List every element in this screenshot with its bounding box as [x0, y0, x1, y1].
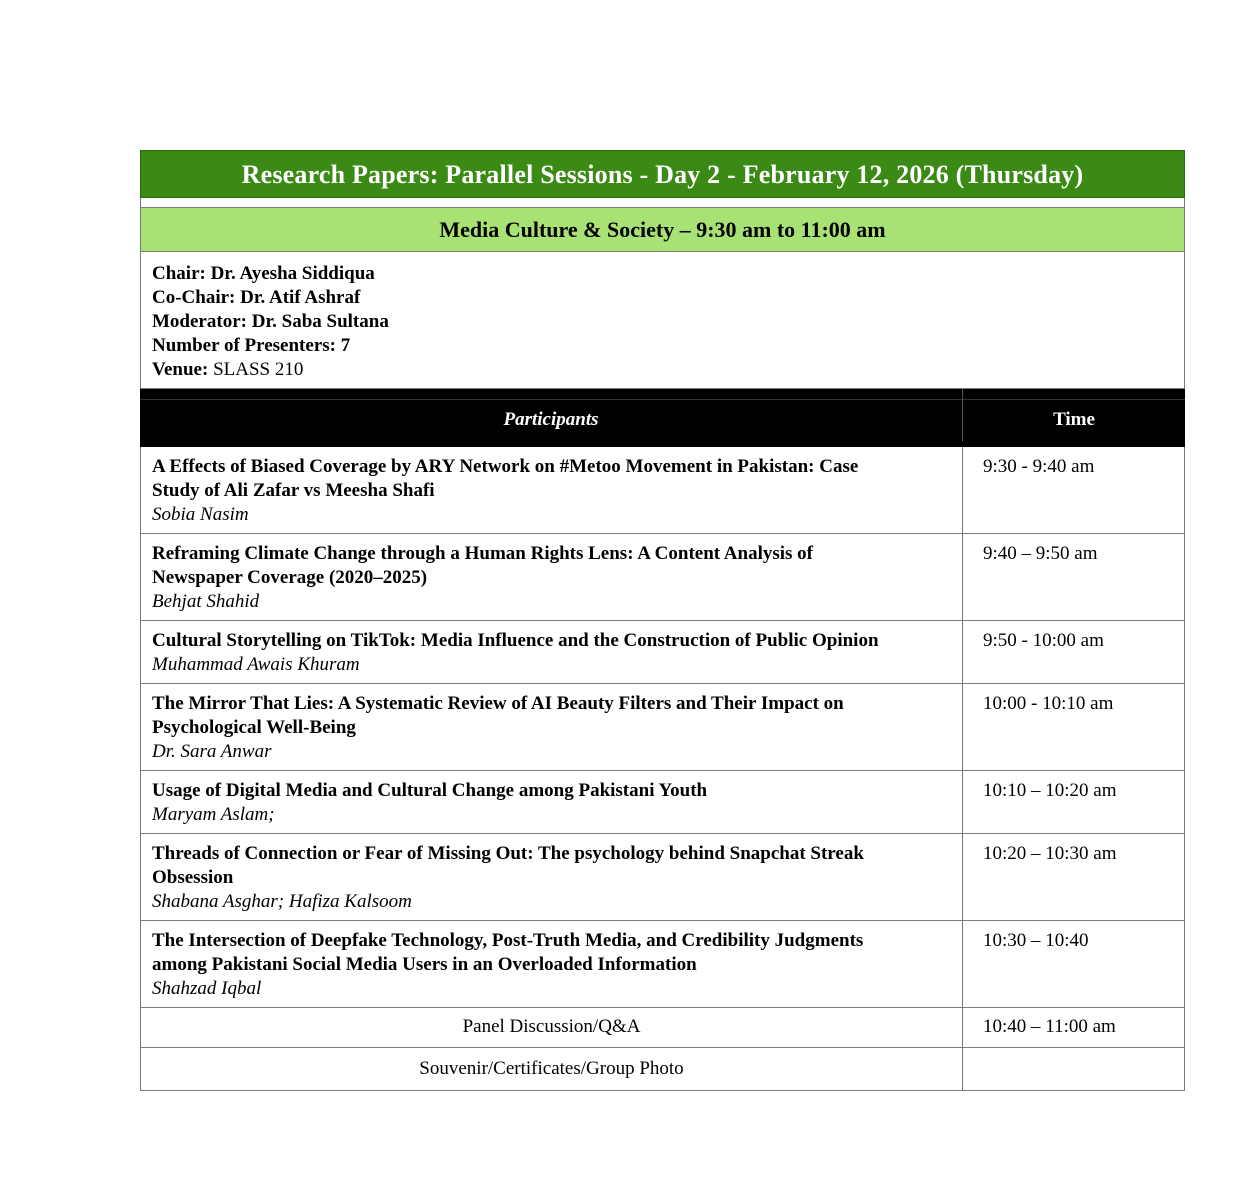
table-row: [140, 447, 1185, 534]
schedule-table: [140, 150, 1185, 1091]
presenters-line: Number of Presenters: 7: [152, 335, 351, 356]
paper-time: 10:30 – 10:40: [983, 930, 1089, 951]
banner-gap: [140, 198, 1185, 207]
chair-line: Chair: Dr. Ayesha Siddiqua: [152, 263, 375, 284]
paper-time: 10:20 – 10:30 am: [983, 843, 1117, 864]
moderator-line: Moderator: Dr. Saba Sultana: [152, 311, 389, 332]
table-row: [140, 621, 1185, 684]
table-row: [140, 834, 1185, 921]
closing-row: [140, 1048, 1185, 1091]
table-row: [140, 684, 1185, 771]
closing-label: Souvenir/Certificates/Group Photo: [141, 1048, 963, 1090]
header-participants: Participants: [503, 409, 599, 430]
panel-row: [140, 1008, 1185, 1048]
paper-author: Muhammad Awais Khuram: [152, 654, 360, 675]
paper-author: Shahzad Iqbal: [152, 978, 262, 999]
closing-time: [964, 1048, 1184, 1056]
table-row: [140, 921, 1185, 1008]
paper-title: Psychological Well-Being: [152, 717, 356, 738]
paper-title: The Mirror That Lies: A Systematic Review of AI Beauty Filters and Their Impact on: [152, 693, 844, 714]
session-info: [140, 251, 1185, 389]
header-time: Time: [1053, 409, 1095, 430]
paper-time: 9:30 - 9:40 am: [983, 456, 1095, 477]
table-row: [140, 771, 1185, 834]
venue-line: Venue: SLASS 210: [152, 359, 304, 380]
paper-time: 10:00 - 10:10 am: [983, 693, 1114, 714]
paper-time: 9:40 – 9:50 am: [983, 543, 1098, 564]
paper-title: Newspaper Coverage (2020–2025): [152, 567, 428, 588]
paper-time: 9:50 - 10:00 am: [983, 630, 1104, 651]
paper-author: Shabana Asghar; Hafiza Kalsoom: [152, 891, 412, 912]
paper-author: Behjat Shahid: [152, 591, 260, 612]
paper-title: The Intersection of Deepfake Technology, Post-Truth Media, and Credibility Judgments: [152, 930, 864, 951]
paper-author: Dr. Sara Anwar: [152, 741, 272, 762]
panel-time: 10:40 – 11:00 am: [983, 1016, 1116, 1037]
paper-title: Threads of Connection or Fear of Missing Out: The psychology behind Snapchat Streak: [152, 843, 864, 864]
banner-title: Research Papers: Parallel Sessions - Day 2 - February 12, 2026 (Thursday): [140, 150, 1185, 198]
paper-author: Maryam Aslam;: [152, 804, 275, 825]
panel-label: Panel Discussion/Q&A: [141, 1008, 963, 1047]
paper-time: 10:10 – 10:20 am: [983, 780, 1117, 801]
cochair-line: Co-Chair: Dr. Atif Ashraf: [152, 287, 361, 308]
paper-title: Cultural Storytelling on TikTok: Media Influence and the Construction of Public Opinion: [152, 630, 879, 651]
paper-author: Sobia Nasim: [152, 504, 249, 525]
paper-title: among Pakistani Social Media Users in an Overloaded Information: [152, 954, 697, 975]
paper-title: Study of Ali Zafar vs Meesha Shafi: [152, 480, 435, 501]
paper-title: A Effects of Biased Coverage by ARY Network on #Metoo Movement in Pakistan: Case: [152, 456, 859, 477]
table-header: [140, 389, 1185, 447]
session-title: Media Culture & Society – 9:30 am to 11:00 am: [140, 207, 1185, 251]
paper-title: Obsession: [152, 867, 234, 888]
table-row: [140, 534, 1185, 621]
paper-title: Reframing Climate Change through a Human Rights Lens: A Content Analysis of: [152, 543, 814, 564]
paper-title: Usage of Digital Media and Cultural Change among Pakistani Youth: [152, 780, 708, 801]
